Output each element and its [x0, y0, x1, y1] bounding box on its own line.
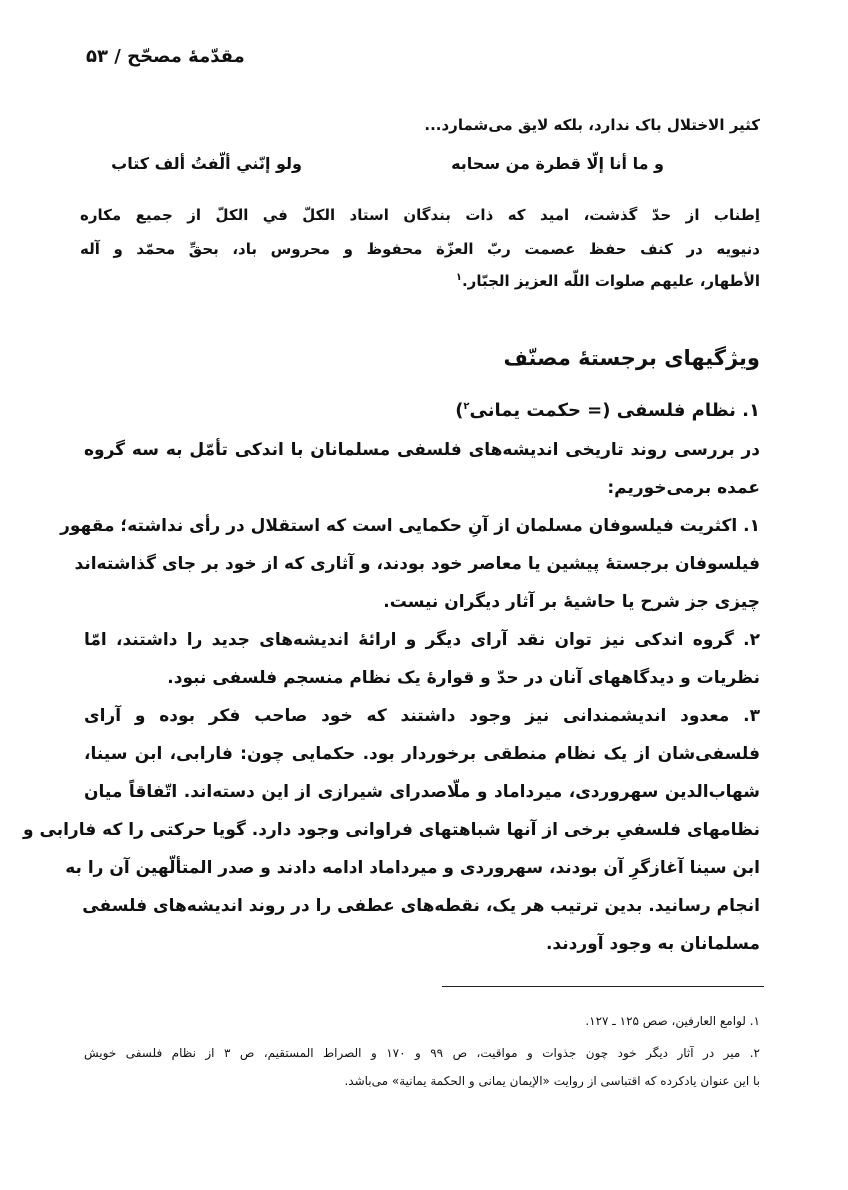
body-line: ابن سینا آغازگرِ آن بودند، سهروردی و میرداماد ادامه دادند و صدر المتألّهین آن را به: [65, 858, 760, 878]
body-line: چیزی جز شرح یا حاشیهٔ بر آثار دیگران نیست.: [383, 592, 760, 612]
running-head: مقدّمهٔ مصحّح / ۵۳: [86, 46, 245, 67]
intro-line-last: [456, 272, 760, 290]
section-title: ویژگیهای برجستهٔ مصنّف: [503, 346, 760, 370]
footnote-divider: [442, 986, 764, 987]
body-line: شهاب‌الدین سهروردی، میرداماد و ملّاصدرای شیرازی از این دسته‌اند. اتّفاقاً میان: [84, 782, 760, 802]
intro-line: دنیویه در کنف حفظ عصمت ربّ العزّة محفوظ و محروس باد، بحقِّ محمّد و آله: [80, 240, 760, 258]
body-line: نظامهای فلسفیِ برخی از آنها شباهتهای فراوانی وجود دارد. گویا حرکتی را که فارابی و: [23, 820, 760, 840]
body-line: انجام رسانید. بدین ترتیب هر یک، نقطه‌های عطفی را در روند اندیشه‌های فلسفی: [82, 896, 760, 916]
verse-hemistich-right: و ما أنا إلّا قطرة من سحابه: [451, 154, 664, 173]
intro-line: اِطناب از حدّ گذشت، امید که ذات بندگان استاد الکلّ في الکلّ از جمیع مکاره: [80, 206, 760, 224]
body-line: ۳. معدود اندیشمندانی نیز وجود داشتند که خود صاحب فکر بوده و آرای: [84, 706, 760, 726]
footnote: با این عنوان یادکرده که اقتباسی از روایت «الإیمان یمانی و الحکمة یمانیة» می‌باشد.: [344, 1074, 760, 1088]
intro-line-text: الأطهار، علیهم صلوات اللّه العزیز الجبّار.: [461, 272, 760, 290]
body-line: نظریات و دیدگاههای آنان در حدّ و قوارهٔ یک نظام منسجم فلسفی نبود.: [167, 668, 760, 688]
footnote-marker: ۲: [463, 401, 470, 412]
body-line: ۱. اکثریت فیلسوفان مسلمان از آنِ حکمایی است که استقلال در رأی نداشته؛ مقهور: [60, 516, 760, 536]
body-line: ۲. گروه اندکی نیز توان نقد آرای دیگر و ارائهٔ اندیشه‌های جدید را داشتند، امّا: [84, 630, 760, 650]
body-line: عمده برمی‌خوریم:: [607, 478, 760, 498]
intro-line: کثیر الاختلال باک ندارد، بلکه لایق می‌شمارد...: [424, 116, 760, 134]
body-line: فلسفی‌شان از یک نظام منطقی برخوردار بود. حکمایی چون: فارابی، ابن سینا،: [84, 744, 760, 764]
footnote: ۲. میر در آثار دیگر خود چون جذوات و مواقیت، ص ۹۹ و ۱۷۰ و الصراط المستقیم، ص ۳ از نظام فلسفی خویش: [84, 1046, 760, 1060]
subsection-title-close: ): [455, 400, 464, 421]
subsection-title: [455, 400, 760, 421]
verse-hemistich-left: ولو إنّني ألّفتُ ألف کتاب: [111, 154, 302, 173]
footnote: ۱. لوامع العارفین، صص ۱۲۵ ـ ۱۲۷.: [585, 1014, 760, 1028]
body-line: مسلمانان به وجود آوردند.: [545, 934, 760, 954]
subsection-title-text: ۱. نظام فلسفی (= حکمت یمانی: [469, 400, 760, 421]
body-line: فیلسوفان برجستهٔ پیشین یا معاصر خود بودند، و آثاری که از خود بر جای گذاشته‌اند: [74, 554, 760, 574]
footnote-marker: ۱: [455, 272, 462, 283]
body-line: در بررسی روند تاریخی اندیشه‌های فلسفی مسلمانان با اندکی تأمّل به سه گروه: [84, 440, 760, 460]
